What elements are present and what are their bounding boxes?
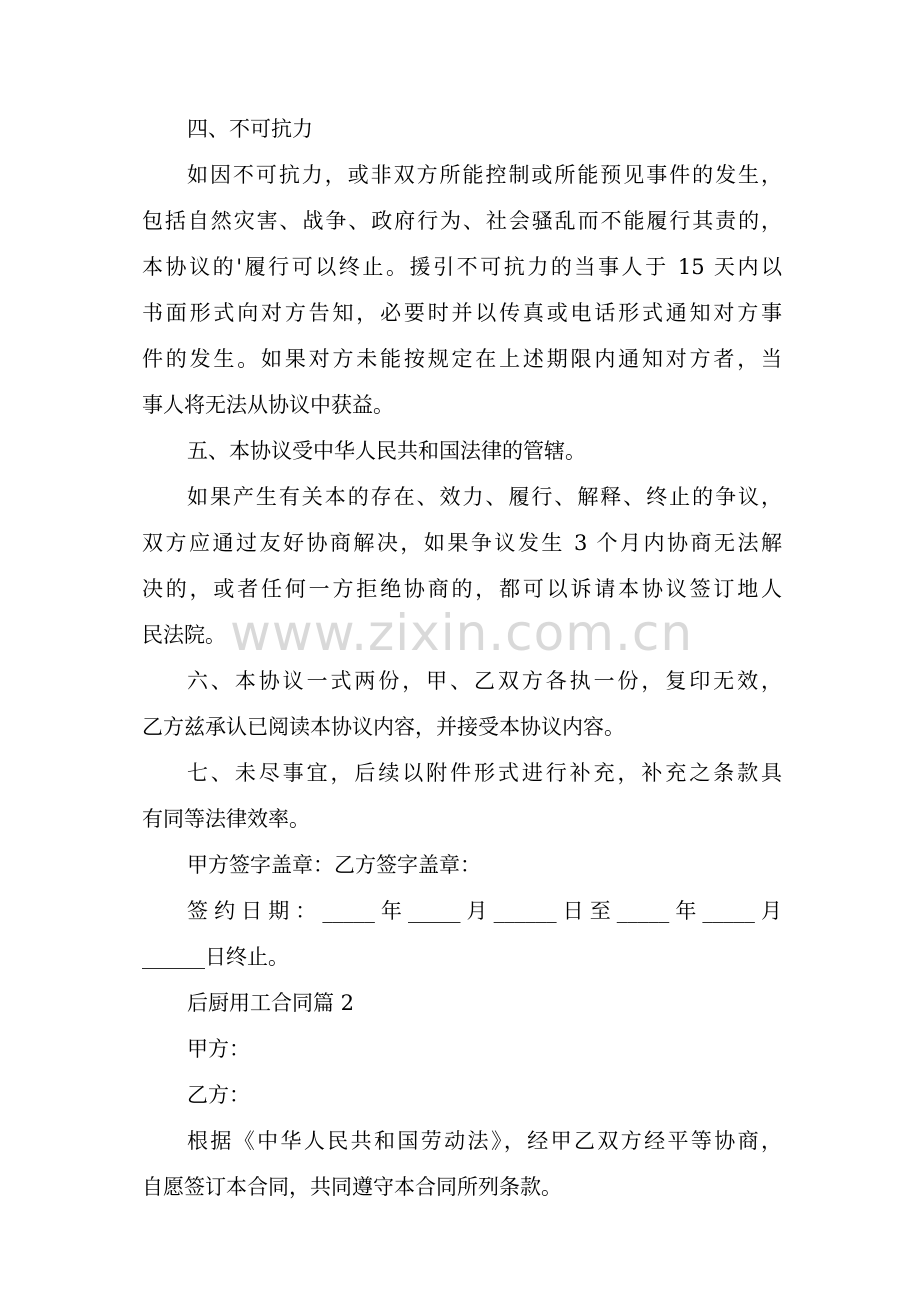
paragraph-line: 乙方兹承认已阅读本协议内容，并接受本协议内容。 [142,715,625,739]
contract-title: 后厨用工合同篇 2 [187,991,355,1015]
paragraph-line: 民法院。 [142,623,226,647]
section-heading-supplement: 七、未尽事宜，后续以附件形式进行补充，补充之条款具 [187,761,782,785]
watermark: www.zixin.com.cn [230,604,694,662]
document-body [142,106,782,1210]
paragraph-line: 件的发生。如果对方未能按规定在上述期限内通知对方者，当 [142,347,782,371]
paragraph-line: 双方应通过友好协商解决，如果争议发生 3 个月内协商无法解 [142,531,782,555]
section-heading-governing-law: 五、本协议受中华人民共和国法律的管辖。 [187,439,586,463]
paragraph-line: 有同等法律效率。 [142,807,310,831]
paragraph-line: 根据《中华人民共和国劳动法》，经甲乙双方经平等协商， [187,1129,782,1153]
section-heading-force-majeure: 四、不可抗力 [187,117,313,141]
paragraph-line: 包括自然灾害、战争、政府行为、社会骚乱而不能履行其责的， [142,209,782,233]
paragraph-line: 本协议的'履行可以终止。援引不可抗力的当事人于 15 天内以 [142,255,782,279]
signing-date-line: 签约日期：_____年_____月______日至_____年_____月 [187,899,782,923]
paragraph-line: 决的，或者任何一方拒绝协商的，都可以诉请本协议签订地人 [142,577,782,601]
paragraph-line: 自愿签订本合同，共同遵守本合同所列条款。 [142,1175,562,1199]
paragraph-line: 如因不可抗力，或非双方所能控制或所能预见事件的发生， [187,163,782,187]
section-heading-copies: 六、本协议一式两份，甲、乙双方各执一份，复印无效， [187,669,782,693]
paragraph-line: 书面形式向对方告知，必要时并以传真或电话形式通知对方事 [142,301,782,325]
signing-date-end: ______日终止。 [142,945,289,969]
paragraph-line: 事人将无法从协议中获益。 [142,393,394,417]
signature-line: 甲方签字盖章：乙方签字盖章： [187,853,481,877]
party-b-label: 乙方： [187,1083,250,1107]
party-a-label: 甲方： [187,1037,250,1061]
paragraph-line: 如果产生有关本的存在、效力、履行、解释、终止的争议， [187,485,782,509]
